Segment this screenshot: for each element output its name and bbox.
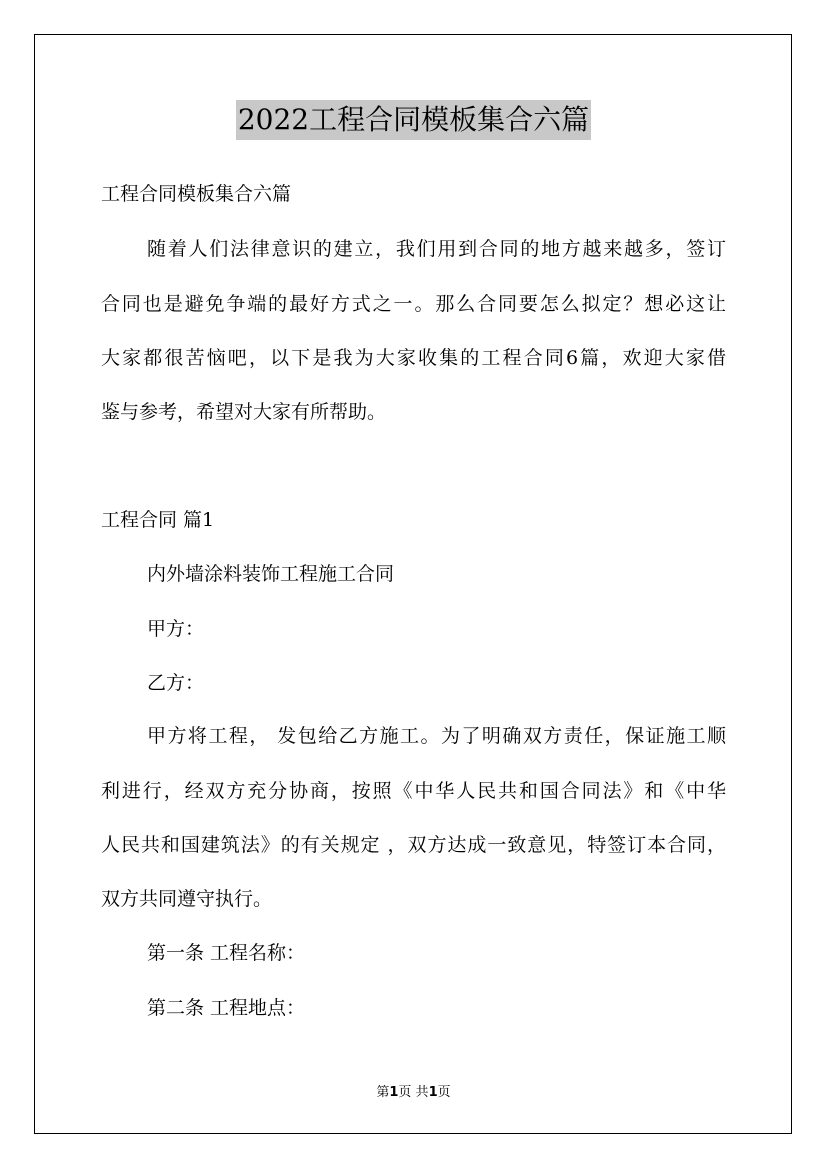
intro-line-3: 大家都很苦恼吧，以下是我为大家收集的工程合同6篇，欢迎大家借 bbox=[101, 347, 726, 369]
intro-line-1: 随着人们法律意识的建立，我们用到合同的地方越来越多，签订 bbox=[147, 238, 726, 260]
document-title: 2022工程合同模板集合六篇 bbox=[236, 100, 591, 140]
party-b-label: 乙方： bbox=[147, 672, 205, 694]
body-line-4: 双方共同遵守执行。 bbox=[101, 888, 273, 910]
body-line-3: 人民共和国建筑法》的有关规定 ，双方达成一致意见，特签订本合同， bbox=[101, 834, 726, 856]
contract-title: 内外墙涂料装饰工程施工合同 bbox=[147, 563, 395, 585]
article-1: 第一条 工程名称： bbox=[147, 942, 306, 964]
footer-page-total: 1 bbox=[428, 1085, 438, 1100]
document-subtitle: 工程合同模板集合六篇 bbox=[101, 183, 292, 205]
body-line-2: 利进行，经双方充分协商，按照《中华人民共和国合同法》和《中华 bbox=[101, 780, 726, 802]
page-footer bbox=[0, 1084, 827, 1102]
article-2: 第二条 工程地点： bbox=[147, 997, 306, 1019]
party-a-label: 甲方： bbox=[147, 618, 205, 640]
footer-prefix: 第 bbox=[376, 1085, 390, 1100]
intro-line-4: 鉴与参考，希望对大家有所帮助。 bbox=[101, 401, 387, 423]
footer-mid: 页 共 bbox=[398, 1085, 429, 1100]
title-container bbox=[0, 100, 827, 140]
section-heading: 工程合同 篇1 bbox=[101, 509, 215, 531]
footer-page-number: 1 bbox=[389, 1085, 399, 1100]
intro-line-2: 合同也是避免争端的最好方式之一。那么合同要怎么拟定？想必这让 bbox=[101, 293, 726, 315]
footer-suffix: 页 bbox=[437, 1085, 451, 1100]
body-line-1: 甲方将工程， 发包给乙方施工。为了明确双方责任，保证施工顺 bbox=[147, 725, 726, 747]
